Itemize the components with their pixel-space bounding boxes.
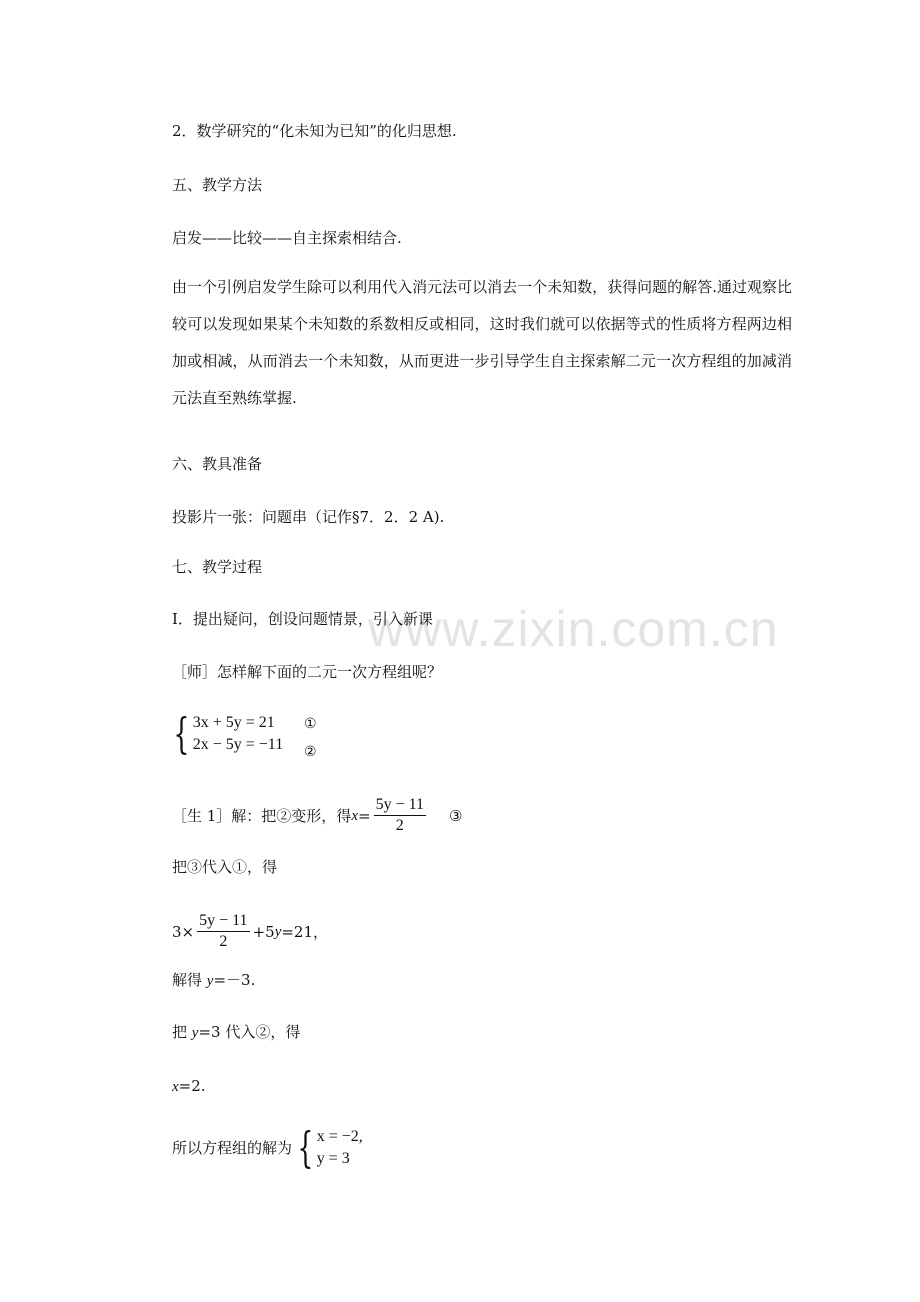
watermark: www.zixin.com.cn — [368, 601, 779, 657]
fraction-denominator: 2 — [219, 933, 228, 950]
step-3-suffix: =21， — [281, 922, 329, 941]
equation-2: 2x − 5y = −11 — [192, 736, 284, 753]
equals-sign: = — [358, 806, 371, 825]
paragraph-text: 由一个引例启发学生除可以利用代入消元法可以消去一个未知数，获得问题的解答.通过观察比较可以发现如果某个未知数的系数相反或相同，这时我们就可以依据等式的性质将方程两边相加或相减，从而消去一个未知数，从而更进一步引导学生自主探索解二元一次方程组的加减消元法直至熟练掌握. — [172, 278, 792, 407]
step-5-text: =3 代入②，得 — [198, 1023, 301, 1041]
subsection-heading: Ⅰ．提出疑问，创设问题情景，引入新课 — [172, 610, 433, 628]
fraction-numerator: 5y − 11 — [197, 912, 249, 932]
paragraph-method-description — [172, 269, 792, 417]
equations — [193, 712, 283, 756]
step-6 — [172, 1076, 206, 1097]
left-brace: { — [297, 1123, 314, 1172]
variable-x: x — [351, 807, 358, 824]
text-line-methods: 启发——比较——自主探索相结合. — [172, 229, 402, 247]
fraction — [374, 796, 426, 835]
step-3 — [172, 912, 328, 951]
step-4 — [172, 970, 255, 991]
section-heading-process: 七、教学过程 — [172, 558, 263, 576]
section-heading-methods: 五、教学方法 — [172, 176, 263, 194]
equation-marker-3: ③ — [449, 806, 463, 825]
step-1 — [172, 796, 462, 835]
fraction-denominator: 2 — [395, 817, 404, 834]
fraction-numerator: 5y − 11 — [374, 796, 426, 816]
variable-x: x — [172, 1079, 179, 1095]
variable-y: y — [274, 923, 282, 940]
solution-system — [292, 1123, 363, 1172]
step-3-prefix: 3× — [172, 922, 195, 941]
solution-line — [172, 1123, 363, 1172]
fraction — [197, 912, 249, 951]
variable-y: y — [191, 1025, 199, 1041]
step-4-suffix: =－3. — [213, 971, 256, 989]
teacher-question: ［师］怎样解下面的二元一次方程组呢？ — [172, 663, 443, 681]
step-2: 把③代入①，得 — [172, 858, 278, 876]
step-3-plus: +5 — [252, 922, 275, 941]
text-line-1: 2．数学研究的“化未知为已知”的化归思想. — [172, 122, 457, 140]
variable-y: y — [206, 973, 214, 989]
solution-equations — [317, 1126, 363, 1170]
text-line-materials: 投影片一张：问题串（记作§7．2．2 A). — [172, 508, 445, 526]
step-5-prefix: 把 — [172, 1023, 192, 1041]
solution-y: y = 3 — [316, 1150, 350, 1167]
step-1-prefix: ［生 1］解：把②变形，得 — [172, 806, 352, 825]
solution-prefix: 所以方程组的解为 — [172, 1139, 293, 1157]
step-6-suffix: =2. — [178, 1077, 206, 1095]
equation-system — [168, 709, 284, 758]
step-5 — [172, 1022, 300, 1043]
solution-x: x = −2, — [316, 1128, 363, 1145]
section-heading-materials: 六、教具准备 — [172, 455, 263, 473]
left-brace: { — [173, 709, 190, 758]
step-4-prefix: 解得 — [172, 971, 207, 989]
equation-1: 3x + 5y = 21 — [192, 714, 275, 731]
equation-marker-2: ② — [304, 744, 317, 760]
equation-marker-1: ① — [304, 716, 317, 732]
